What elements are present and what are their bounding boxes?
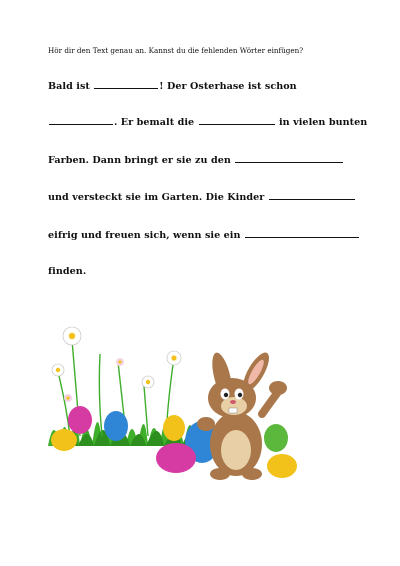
instruction-text: Hör dir den Text genau an. Kannst du die fehlenden Wörter einfügen? [48,46,304,55]
blank-2[interactable] [49,116,113,125]
blank-5[interactable] [269,191,355,200]
text-line-1: Bald ist ! Der Osterhase ist schon [48,81,297,92]
text-line-5: eifrig und freuen sich, wenn sie ein [48,229,360,241]
daisy-flower-icon [52,327,181,402]
text-line-3: Farben. Dann bringt er sie zu den [48,154,344,166]
text-line-6: finden. [48,266,87,277]
easter-bunny-illustration [40,318,302,484]
blank-1[interactable] [94,80,158,89]
blank-6[interactable] [245,229,359,238]
blank-4[interactable] [235,154,343,163]
text-line-4: und versteckt sie im Garten. Die Kinder [48,191,356,203]
blank-3[interactable] [199,116,275,125]
text-line-2: . Er bemalt die in vielen bunten [48,116,367,128]
